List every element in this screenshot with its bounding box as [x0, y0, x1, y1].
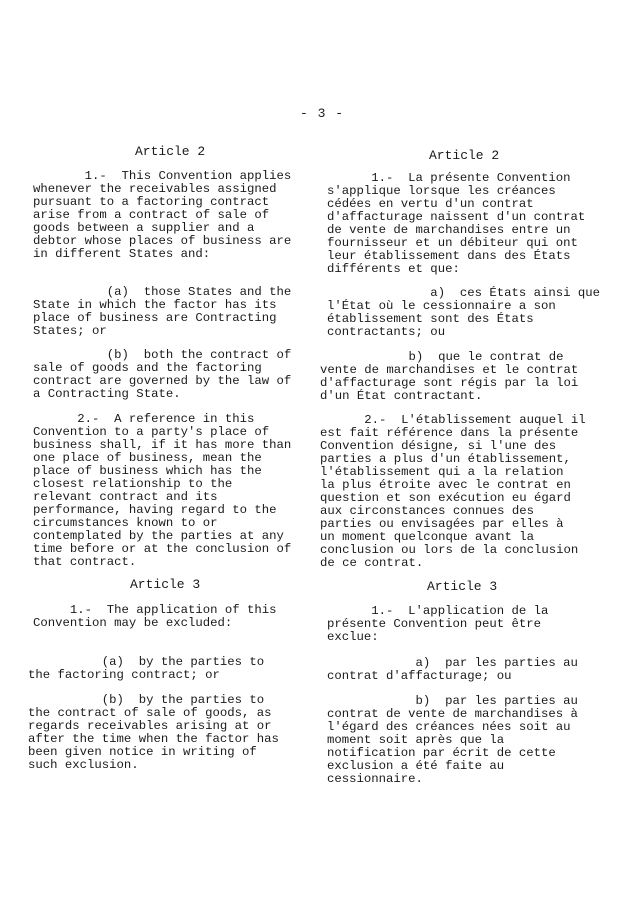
article-3-subparagraph-a: (a) by the parties to the factoring contract; or: [28, 655, 265, 682]
article-2-subparagraph-b: (b) both the contract of sale of goods and the factoring contract are governed by the law of a Contracting State.: [33, 348, 292, 401]
article-2-subparagraph-b-fr: b) que le contrat de vente de marchandises et le contrat d'affacturage sont régis par la loi d'un État contractant.: [320, 350, 579, 403]
article-2-paragraph-2-fr: 2.- L'établissement auquel il est fait référence dans la présente Convention désigne, si l'une des parties a plus d'un établissement, l'établissement qui a la relation la plus étroite avec le contrat en question et son exécution eu égard aux circonstances connues des parties ou envisagées par elles à un moment quelconque avant la conclusion ou lors de la conclusion de ce contrat.: [320, 413, 586, 570]
article-3-heading: Article 3: [130, 577, 201, 592]
article-3-heading-fr: Article 3: [427, 579, 498, 594]
article-3-subparagraph-a-fr: a) par les parties au contrat d'affacturage; ou: [327, 656, 578, 683]
article-2-heading: Article 2: [135, 144, 206, 159]
article-3-subparagraph-b-fr: b) par les parties au contrat de vente de marchandises à l'égard des créances nées soit au moment soit après que la notification par écrit de cette exclusion a été faite au cessionnaire.: [327, 694, 578, 786]
article-2-paragraph-1-fr: 1.- La présente Convention s'applique lorsque les créances cédées en vertu d'un contrat d'affacturage naissent d'un contrat de vente de marchandises entre un fournisseur et un débiteur qui ont leur établissement dans des États différents et que:: [327, 171, 586, 276]
french-column: [320, 0, 609, 905]
article-3-paragraph-1: 1.- The application of this Convention may be excluded:: [33, 603, 277, 630]
article-3-subparagraph-b: (b) by the parties to the contract of sale of goods, as regards receivables arising at or after the time when the factor has been given notice in writing of such exclusion.: [28, 693, 279, 772]
article-2-paragraph-2: 2.- A reference in this Convention to a party's place of business shall, if it has more than one place of business, mean the place of business which has the closest relationship to the relevant contract and its performance, having regard to the circumstances known to or contemplated by the parties at any time before or at the conclusion of that contract.: [33, 412, 292, 569]
article-2-subparagraph-a: (a) those States and the State in which the factor has its place of business are Contracting States; or: [33, 285, 292, 338]
english-column: [28, 0, 311, 905]
page-number: - 3 -: [300, 106, 345, 121]
article-3-paragraph-1-fr: 1.- L'application de la présente Convention peut être exclue:: [327, 604, 549, 644]
article-2-paragraph-1: 1.- This Convention applies whenever the receivables assigned pursuant to a factoring contract arise from a contract of sale of goods between a supplier and a debtor whose places of business are in different States and:: [33, 169, 292, 261]
article-2-subparagraph-a-fr: a) ces États ainsi que l'État où le cessionnaire a son établissement sont des États contractants; ou: [327, 286, 601, 339]
article-2-heading-fr: Article 2: [429, 148, 500, 163]
